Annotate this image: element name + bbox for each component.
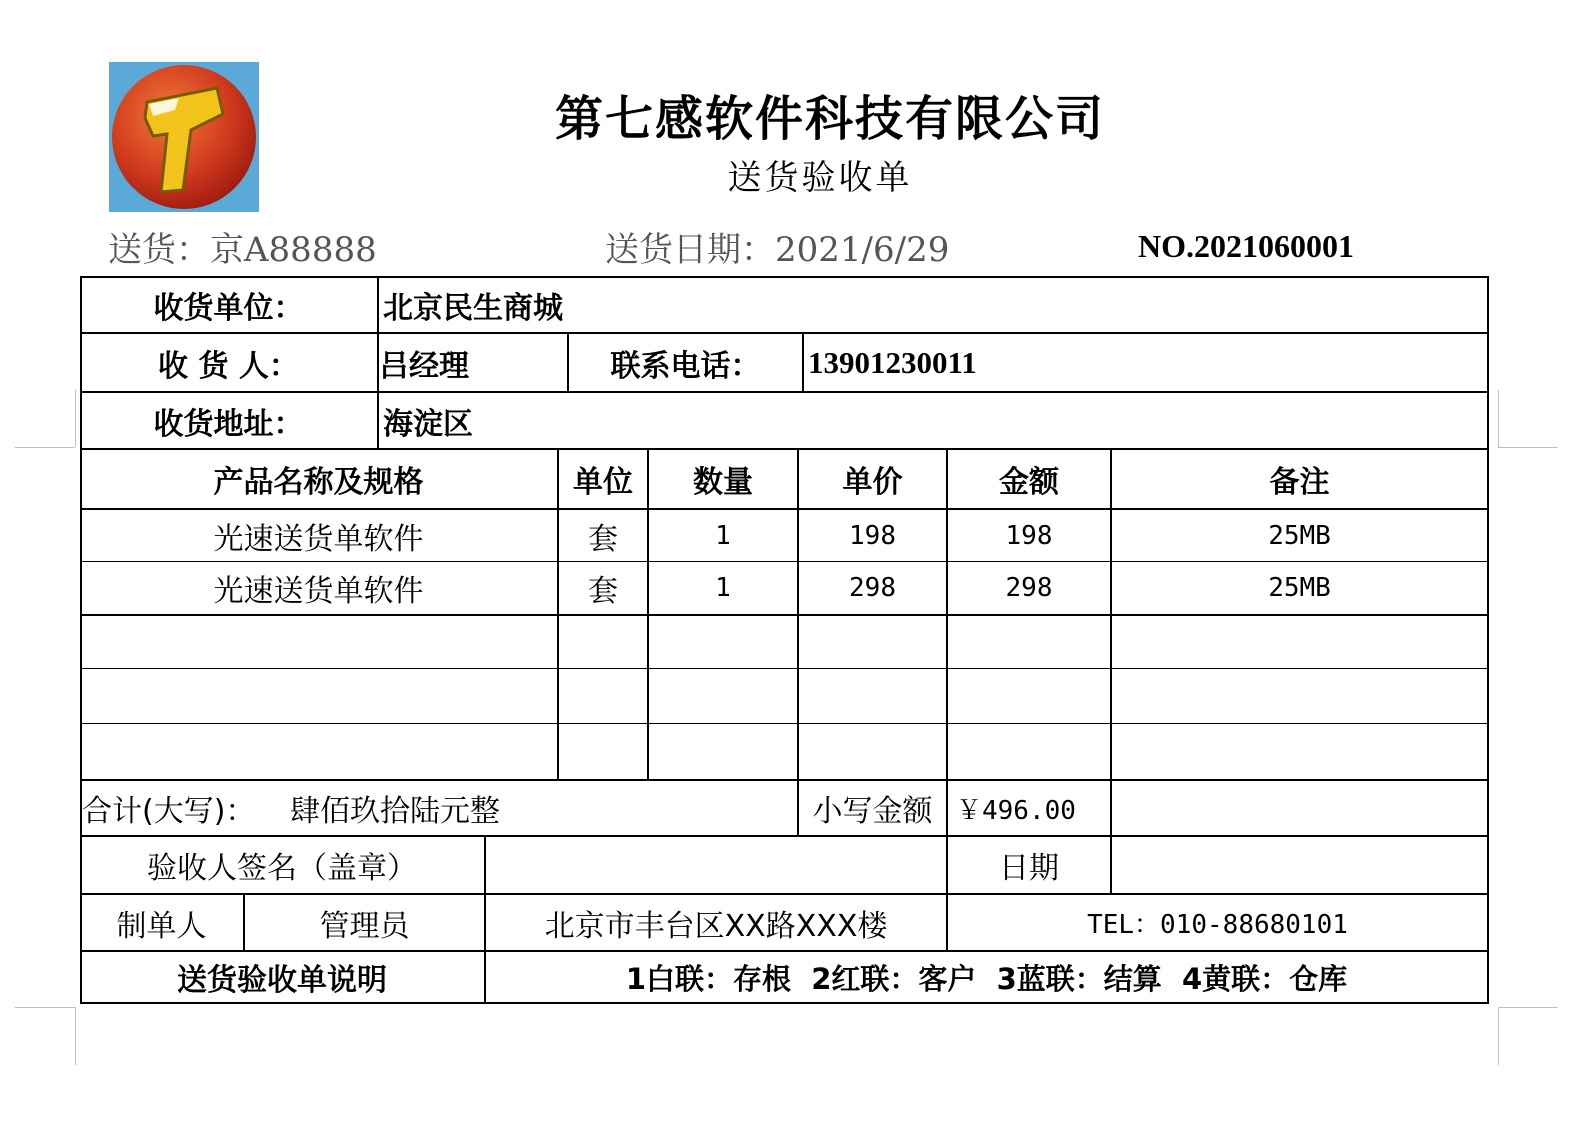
- col-header-amount: 金额: [999, 465, 1059, 500]
- maker-value: 管理员: [319, 908, 410, 944]
- document-number: NO.2021060001: [1138, 228, 1354, 264]
- company-name: 第七感软件科技有限公司: [554, 91, 1105, 147]
- table-row-amount: 298: [1005, 573, 1053, 603]
- col-header-remark: 备注: [1269, 465, 1330, 500]
- table-row-unit: 套: [588, 521, 618, 557]
- crop-mark: [75, 390, 76, 447]
- delivery-form: [80, 276, 1489, 1004]
- table-row-amount: 198: [1005, 520, 1053, 551]
- signature-label: 验收人签名（盖章）: [147, 851, 417, 886]
- total-upper-label: 合计(大写)：: [82, 794, 256, 829]
- col-header-quantity: 数量: [693, 465, 753, 500]
- table-row-quantity: 1: [715, 520, 731, 551]
- receiver-unit-label: 收货单位：: [153, 291, 304, 326]
- col-header-unit: 单位: [573, 465, 633, 500]
- table-row-price: 198: [849, 520, 896, 551]
- crop-mark: [15, 1007, 75, 1008]
- total-upper-value: 肆佰玖拾陆元整: [290, 794, 500, 829]
- company-address: 北京市丰台区XX路XXX楼: [544, 908, 888, 944]
- table-row-remark: 25MB: [1268, 520, 1331, 551]
- date-label: 日期: [999, 851, 1059, 886]
- total-lower-value: ￥496.00: [956, 795, 1076, 826]
- address-label: 收货地址：: [153, 406, 304, 442]
- phone-label: 联系电话：: [610, 348, 761, 384]
- receiver-person-label: 收 货 人：: [158, 348, 299, 384]
- crop-mark: [1498, 1007, 1499, 1065]
- table-row-quantity: 1: [715, 573, 731, 603]
- crop-mark: [1498, 447, 1558, 448]
- delivery-vehicle: 送货：京A88888: [108, 230, 377, 270]
- notes-label: 送货验收单说明: [177, 963, 387, 998]
- table-row-product: 光速送货单软件: [213, 574, 424, 609]
- table-row-product: 光速送货单软件: [213, 521, 424, 557]
- phone-value: 13901230011: [808, 344, 977, 380]
- col-header-product: 产品名称及规格: [213, 465, 424, 500]
- address-value: 海淀区: [383, 406, 473, 442]
- crop-mark: [1498, 390, 1499, 447]
- col-header-price: 单价: [842, 465, 903, 500]
- company-logo: [109, 62, 259, 212]
- crop-mark: [15, 447, 75, 448]
- document-title: 送货验收单: [727, 158, 913, 198]
- receiver-person-value: 吕经理: [379, 348, 469, 384]
- crop-mark: [1498, 1007, 1558, 1008]
- crop-mark: [75, 1007, 76, 1065]
- table-row-remark: 25MB: [1268, 573, 1331, 603]
- delivery-date: 送货日期：2021/6/29: [605, 230, 950, 270]
- maker-label: 制单人: [116, 908, 207, 944]
- total-lower-label: 小写金额: [812, 794, 933, 829]
- notes-value: 1白联：存根 2红联：客户 3蓝联：结算 4黄联：仓库: [625, 961, 1348, 996]
- seven-logo-icon: [109, 62, 259, 212]
- table-row-price: 298: [849, 573, 896, 603]
- table-row-unit: 套: [588, 574, 618, 609]
- receiver-unit-value: 北京民生商城: [383, 291, 563, 326]
- company-tel: TEL：010-88680101: [1087, 910, 1348, 940]
